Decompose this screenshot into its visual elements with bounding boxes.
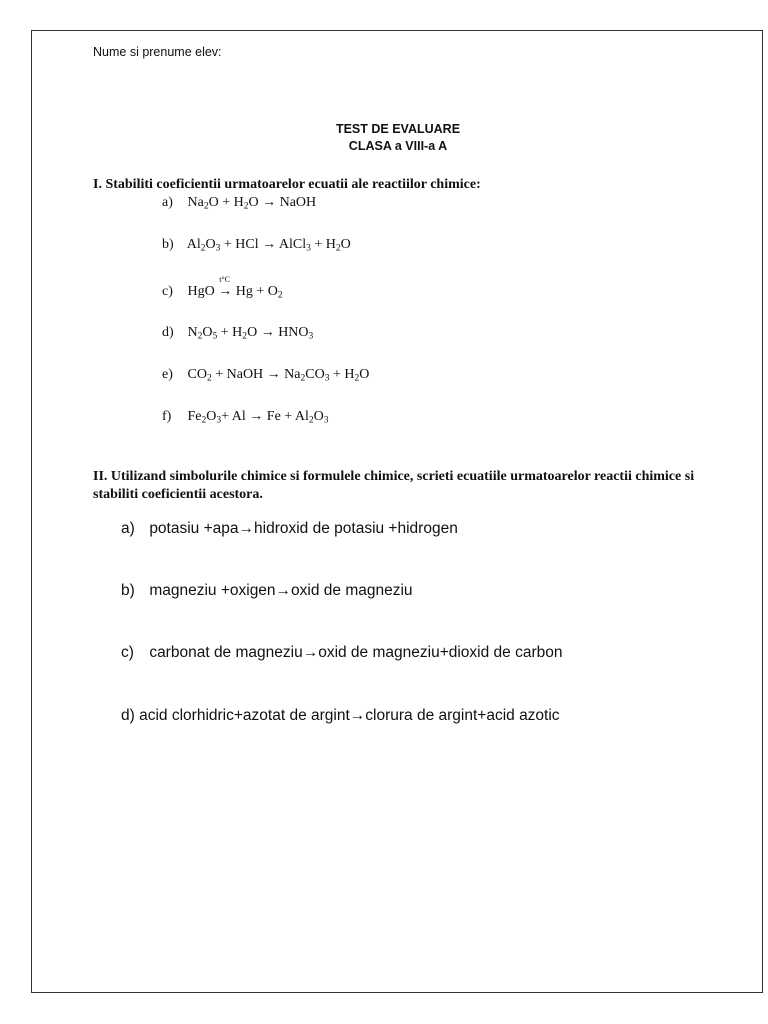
equation-text: $Fe_2O_3+ Al \to Fe + Al_2O_3$ <box>187 409 329 426</box>
word-equation-a <box>121 520 458 538</box>
reaction-arrow: t°C → <box>218 275 233 299</box>
item-label: a) <box>121 520 135 537</box>
equation-label: a) <box>162 195 173 210</box>
equation-b <box>162 237 351 253</box>
equation-text: $Na_2O + H_2O$ → NaOH <box>187 195 317 212</box>
class-title: CLASA a VIII-a A <box>348 139 448 153</box>
equation-e <box>162 367 369 383</box>
word-equation-b <box>121 582 413 600</box>
item-text: potasiu +apa→hidroxid de potasiu +hidrogen <box>149 520 458 537</box>
section2-heading: II. Utilizand simbolurile chimice si formulele chimice, scrieti ecuatiile urmatoarelor reactii chimice si stabiliti coeficientii acestora. <box>93 469 695 502</box>
equation-text: $N_2O_5 + H_2O \to HNO_3$ <box>187 325 314 342</box>
item-label: b) <box>121 582 135 599</box>
equation-label: f) <box>162 409 172 424</box>
item-text: acid clorhidric+azotat de argint→clorura de argint+acid azotic <box>139 707 560 724</box>
equation-label: e) <box>162 367 173 382</box>
item-label: d) <box>121 707 135 724</box>
worksheet-page <box>31 30 763 993</box>
item-label: c) <box>121 644 134 661</box>
equation-f <box>162 409 329 425</box>
equation-d <box>162 325 313 341</box>
equation-c <box>162 275 283 301</box>
word-equation-d <box>121 707 560 725</box>
reaction-condition: t°C <box>219 275 230 284</box>
section1-heading: I. Stabiliti coeficientii urmatoarelor ecuatii ale reactiilor chimice: <box>93 177 481 192</box>
student-name-label: Nume si prenume elev: <box>93 45 222 59</box>
equation-text: HgO t°C → $Hg + O_2$ <box>187 275 283 301</box>
equation-a <box>162 195 316 211</box>
equation-label: d) <box>162 325 174 340</box>
equation-text: $Al_2O_3$ + HCl → AlCl$_3$ + $H_2O$ <box>186 237 351 254</box>
equation-label: b) <box>162 237 174 252</box>
word-equation-c <box>121 644 562 662</box>
item-text: carbonat de magneziu→oxid de magneziu+dioxid de carbon <box>149 644 563 661</box>
equation-label: c) <box>162 284 173 299</box>
equation-text: $CO_2$ + NaOH → $Na_2CO_3 + H_2O$ <box>187 367 370 384</box>
test-title: TEST DE EVALUARE <box>335 122 461 136</box>
item-text: magneziu +oxigen→oxid de magneziu <box>149 582 413 599</box>
